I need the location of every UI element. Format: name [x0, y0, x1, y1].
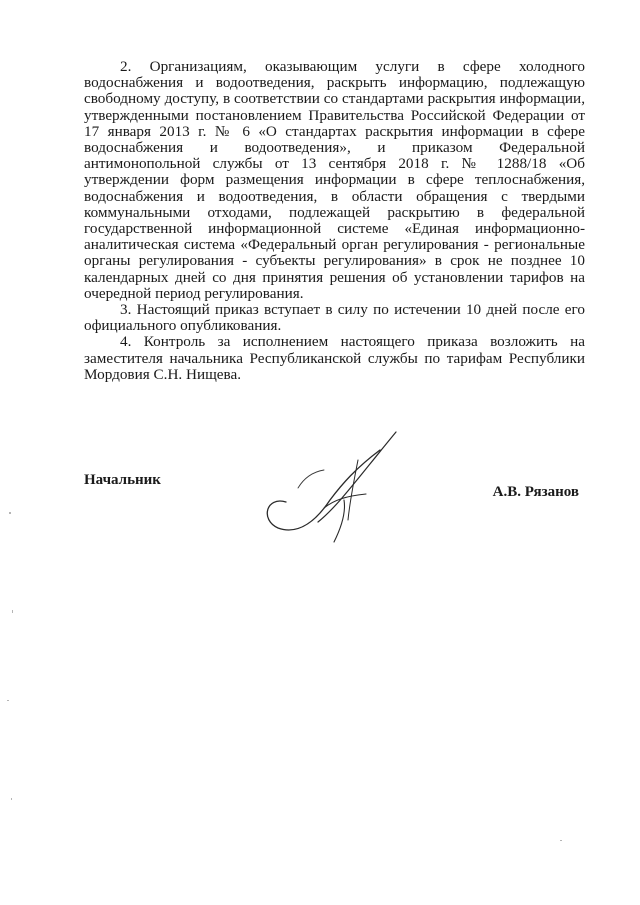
- paragraph-item-2: 2. Организациям, оказывающим услуги в сфере холодного водоснабжения и водоотведения, раскрыть информацию, подлежащую свободному доступу, в соответствии со стандартами раскрытия информации, утвержденными постановлением Правительства Российской Федерации от 17 января 2013 г. № 6 «О стандартах раскрытия информации в сфере водоснабжения и водоотведения», и приказом Федеральной антимонопольной службы от 13 сентября 2018 г. № 1288/18 «Об утверждении форм размещения информации в сфере теплоснабжения, водоснабжения и водоотведения, в области обращения с твердыми коммунальными отходами, подлежащей раскрытию в федеральной государственной информационной системе «Единая информационно-аналитическая система «Федеральный орган регулирования - региональные органы регулирования - субъекты регулирования» в срок не позднее 10 календарных дней со дня принятия решения об установлении тарифов на очередной период регулирования.: [84, 58, 585, 302]
- scan-artifact: [9, 512, 11, 514]
- scan-artifact: [12, 610, 13, 613]
- scan-artifact: [7, 700, 9, 701]
- scan-artifact: [560, 840, 562, 841]
- handwritten-signature: [258, 430, 408, 545]
- paragraph-item-3: 3. Настоящий приказ вступает в силу по истечении 10 дней после его официального опубликования.: [84, 301, 585, 335]
- paragraph-item-4: 4. Контроль за исполнением настоящего приказа возложить на заместителя начальника Республиканской службы по тарифам Республики Мордовия С.Н. Нищева.: [84, 333, 585, 383]
- document-body: [84, 59, 585, 383]
- scan-artifact: [11, 798, 12, 800]
- signer-name: А.В. Рязанов: [492, 484, 579, 500]
- position-title: Начальник: [84, 472, 161, 488]
